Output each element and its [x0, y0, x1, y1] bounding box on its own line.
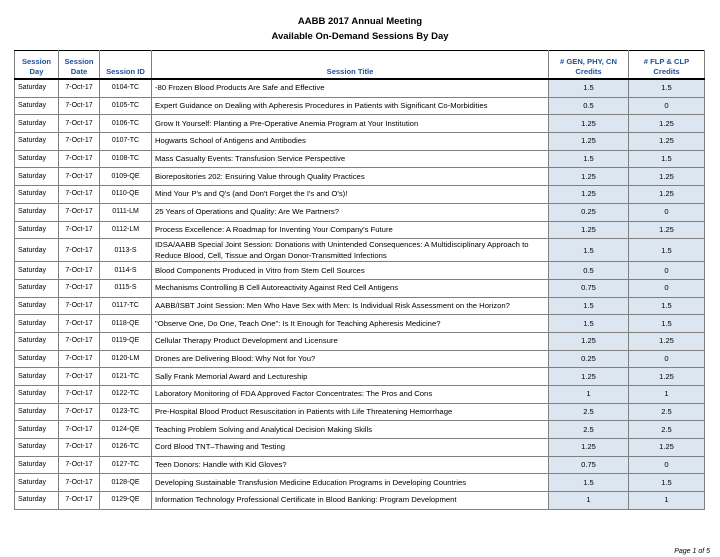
flp-credits-cell: 1.5 — [629, 474, 705, 492]
session-id-cell: 0117-TC — [100, 297, 152, 315]
header-gen-credits: # GEN, PHY, CN Credits — [549, 51, 629, 80]
session-title-cell: Pre-Hospital Blood Product Resuscitation in Patients with Life Threatening Hemorrhage — [152, 403, 549, 421]
session-date-cell: 7-Oct-17 — [59, 221, 100, 239]
session-date-cell: 7-Oct-17 — [59, 332, 100, 350]
gen-credits-cell: 0.75 — [549, 456, 629, 474]
session-day-cell: Saturday — [15, 492, 59, 510]
session-title-cell: "Observe One, Do One, Teach One": Is It Enough for Teaching Apheresis Medicine? — [152, 315, 549, 333]
table-row — [15, 439, 705, 457]
session-id-cell: 0124-QE — [100, 421, 152, 439]
session-title-cell: Teen Donors: Handle with Kid Gloves? — [152, 456, 549, 474]
table-row — [15, 279, 705, 297]
session-id-cell: 0119-QE — [100, 332, 152, 350]
session-id-cell: 0120-LM — [100, 350, 152, 368]
flp-credits-cell: 1.5 — [629, 79, 705, 97]
table-row — [15, 332, 705, 350]
gen-credits-cell: 0.25 — [549, 350, 629, 368]
gen-credits-cell: 1 — [549, 492, 629, 510]
session-title-cell: Mass Casualty Events: Transfusion Service Perspective — [152, 150, 549, 168]
session-date-cell: 7-Oct-17 — [59, 439, 100, 457]
session-date-cell: 7-Oct-17 — [59, 492, 100, 510]
gen-credits-cell: 2.5 — [549, 421, 629, 439]
table-header-row — [15, 51, 705, 80]
gen-credits-cell: 1.25 — [549, 115, 629, 133]
flp-credits-cell: 1 — [629, 386, 705, 404]
session-date-cell: 7-Oct-17 — [59, 474, 100, 492]
session-title-cell: Grow It Yourself: Planting a Pre-Operative Anemia Program at Your Institution — [152, 115, 549, 133]
session-title-cell: Drones are Delivering Blood: Why Not for You? — [152, 350, 549, 368]
session-date-cell: 7-Oct-17 — [59, 133, 100, 151]
session-id-cell: 0111-LM — [100, 203, 152, 221]
flp-credits-cell: 1.25 — [629, 168, 705, 186]
flp-credits-cell: 1.25 — [629, 368, 705, 386]
gen-credits-cell: 1.25 — [549, 368, 629, 386]
session-id-cell: 0113-S — [100, 239, 152, 262]
session-day-cell: Saturday — [15, 115, 59, 133]
session-title-cell: Laboratory Monitoring of FDA Approved Factor Concentrates: The Pros and Cons — [152, 386, 549, 404]
flp-credits-cell: 0 — [629, 203, 705, 221]
table-row — [15, 239, 705, 262]
session-day-cell: Saturday — [15, 386, 59, 404]
flp-credits-cell: 1.25 — [629, 221, 705, 239]
session-title-cell: -80 Frozen Blood Products Are Safe and Effective — [152, 79, 549, 97]
session-id-cell: 0121-TC — [100, 368, 152, 386]
flp-credits-cell: 1.5 — [629, 150, 705, 168]
session-title-cell: Information Technology Professional Certificate in Blood Banking: Program Development — [152, 492, 549, 510]
session-date-cell: 7-Oct-17 — [59, 239, 100, 262]
table-row — [15, 492, 705, 510]
table-row — [15, 133, 705, 151]
session-id-cell: 0129-QE — [100, 492, 152, 510]
gen-credits-cell: 1.5 — [549, 315, 629, 333]
session-date-cell: 7-Oct-17 — [59, 403, 100, 421]
gen-credits-cell: 0.25 — [549, 203, 629, 221]
session-date-cell: 7-Oct-17 — [59, 150, 100, 168]
gen-credits-cell: 1.25 — [549, 439, 629, 457]
gen-credits-cell: 0.5 — [549, 97, 629, 115]
session-title-cell: Mind Your P's and Q's (and Don't Forget the I's and O's)! — [152, 186, 549, 204]
session-title-cell: Process Excellence: A Roadmap for Inventing Your Company's Future — [152, 221, 549, 239]
session-date-cell: 7-Oct-17 — [59, 115, 100, 133]
page-subtitle: Available On-Demand Sessions By Day — [271, 31, 449, 42]
session-day-cell: Saturday — [15, 262, 59, 280]
header-flp-credits: # FLP & CLP Credits — [629, 51, 705, 80]
table-row — [15, 456, 705, 474]
session-id-cell: 0105-TC — [100, 97, 152, 115]
session-day-cell: Saturday — [15, 97, 59, 115]
flp-credits-cell: 0 — [629, 456, 705, 474]
flp-credits-cell: 1 — [629, 492, 705, 510]
flp-credits-cell: 0 — [629, 279, 705, 297]
session-title-cell: Hogwarts School of Antigens and Antibodies — [152, 133, 549, 151]
gen-credits-cell: 1.5 — [549, 150, 629, 168]
table-row — [15, 168, 705, 186]
session-date-cell: 7-Oct-17 — [59, 186, 100, 204]
session-day-cell: Saturday — [15, 439, 59, 457]
session-day-cell: Saturday — [15, 221, 59, 239]
session-date-cell: 7-Oct-17 — [59, 203, 100, 221]
session-day-cell: Saturday — [15, 350, 59, 368]
session-title-cell: Mechanisms Controlling B Cell Autoreactivity Against Red Cell Antigens — [152, 279, 549, 297]
table-row — [15, 186, 705, 204]
table-row — [15, 315, 705, 333]
session-title-cell: Blood Components Produced in Vitro from Stem Cell Sources — [152, 262, 549, 280]
session-date-cell: 7-Oct-17 — [59, 315, 100, 333]
session-day-cell: Saturday — [15, 79, 59, 97]
header-session-date: Session Date — [59, 51, 100, 80]
session-day-cell: Saturday — [15, 279, 59, 297]
header-session-id: Session ID — [100, 51, 152, 80]
gen-credits-cell: 0.5 — [549, 262, 629, 280]
session-id-cell: 0123-TC — [100, 403, 152, 421]
session-day-cell: Saturday — [15, 150, 59, 168]
gen-credits-cell: 1.5 — [549, 297, 629, 315]
table-row — [15, 203, 705, 221]
gen-credits-cell: 1.25 — [549, 186, 629, 204]
table-row — [15, 150, 705, 168]
session-day-cell: Saturday — [15, 456, 59, 474]
session-id-cell: 0122-TC — [100, 386, 152, 404]
session-date-cell: 7-Oct-17 — [59, 456, 100, 474]
session-id-cell: 0118-QE — [100, 315, 152, 333]
session-id-cell: 0107-TC — [100, 133, 152, 151]
session-day-cell: Saturday — [15, 421, 59, 439]
session-title-cell: Cellular Therapy Product Development and Licensure — [152, 332, 549, 350]
session-title-cell: AABB/ISBT Joint Session: Men Who Have Sex with Men: Is Individual Risk Assessment on the Horizon? — [152, 297, 549, 315]
header-session-day: Session Day — [15, 51, 59, 80]
table-row — [15, 350, 705, 368]
session-id-cell: 0109-QE — [100, 168, 152, 186]
session-id-cell: 0110-QE — [100, 186, 152, 204]
table-row — [15, 115, 705, 133]
table-row — [15, 297, 705, 315]
session-id-cell: 0114-S — [100, 262, 152, 280]
flp-credits-cell: 1.25 — [629, 186, 705, 204]
flp-credits-cell: 1.5 — [629, 315, 705, 333]
gen-credits-cell: 1.25 — [549, 168, 629, 186]
gen-credits-cell: 1.25 — [549, 133, 629, 151]
table-row — [15, 221, 705, 239]
session-title-cell: Cord Blood TNT–Thawing and Testing — [152, 439, 549, 457]
session-day-cell: Saturday — [15, 168, 59, 186]
session-title-cell: Sally Frank Memorial Award and Lectureship — [152, 368, 549, 386]
session-title-cell: Developing Sustainable Transfusion Medicine Education Programs in Developing Countries — [152, 474, 549, 492]
table-row — [15, 97, 705, 115]
table-row — [15, 421, 705, 439]
session-id-cell: 0127-TC — [100, 456, 152, 474]
gen-credits-cell: 0.75 — [549, 279, 629, 297]
session-id-cell: 0128-QE — [100, 474, 152, 492]
session-day-cell: Saturday — [15, 403, 59, 421]
table-row — [15, 386, 705, 404]
session-id-cell: 0126-TC — [100, 439, 152, 457]
session-date-cell: 7-Oct-17 — [59, 262, 100, 280]
session-date-cell: 7-Oct-17 — [59, 386, 100, 404]
session-id-cell: 0108-TC — [100, 150, 152, 168]
flp-credits-cell: 1.25 — [629, 133, 705, 151]
session-day-cell: Saturday — [15, 133, 59, 151]
flp-credits-cell: 0 — [629, 350, 705, 368]
session-day-cell: Saturday — [15, 474, 59, 492]
session-day-cell: Saturday — [15, 186, 59, 204]
session-day-cell: Saturday — [15, 297, 59, 315]
session-title-cell: Teaching Problem Solving and Analytical Decision Making Skills — [152, 421, 549, 439]
table-row — [15, 474, 705, 492]
session-date-cell: 7-Oct-17 — [59, 368, 100, 386]
session-date-cell: 7-Oct-17 — [59, 79, 100, 97]
session-id-cell: 0112-LM — [100, 221, 152, 239]
flp-credits-cell: 1.25 — [629, 439, 705, 457]
flp-credits-cell: 1.5 — [629, 297, 705, 315]
table-row — [15, 368, 705, 386]
session-title-cell: Biorepositories 202: Ensuring Value through Quality Practices — [152, 168, 549, 186]
session-day-cell: Saturday — [15, 332, 59, 350]
table-row — [15, 403, 705, 421]
flp-credits-cell: 0 — [629, 97, 705, 115]
session-id-cell: 0115-S — [100, 279, 152, 297]
flp-credits-cell: 1.25 — [629, 115, 705, 133]
session-date-cell: 7-Oct-17 — [59, 279, 100, 297]
flp-credits-cell: 1.5 — [629, 239, 705, 262]
table-body — [15, 79, 705, 509]
gen-credits-cell: 1.25 — [549, 221, 629, 239]
session-day-cell: Saturday — [15, 315, 59, 333]
session-day-cell: Saturday — [15, 239, 59, 262]
session-date-cell: 7-Oct-17 — [59, 97, 100, 115]
page-number: Page 1 of 5 — [674, 548, 710, 555]
session-date-cell: 7-Oct-17 — [59, 297, 100, 315]
session-date-cell: 7-Oct-17 — [59, 168, 100, 186]
session-date-cell: 7-Oct-17 — [59, 421, 100, 439]
table-row — [15, 79, 705, 97]
session-title-cell: IDSA/AABB Special Joint Session: Donations with Unintended Consequences: A Multidisciplinary Approach to Reduce Blood, Cell, Tissue and Organ Donor-Transmitted Infections — [152, 239, 549, 262]
flp-credits-cell: 1.25 — [629, 332, 705, 350]
gen-credits-cell: 2.5 — [549, 403, 629, 421]
table-row — [15, 262, 705, 280]
flp-credits-cell: 0 — [629, 262, 705, 280]
flp-credits-cell: 2.5 — [629, 421, 705, 439]
session-id-cell: 0104-TC — [100, 79, 152, 97]
session-title-cell: 25 Years of Operations and Quality: Are We Partners? — [152, 203, 549, 221]
header-session-title: Session Title — [152, 51, 549, 80]
session-day-cell: Saturday — [15, 368, 59, 386]
page-title: AABB 2017 Annual Meeting — [297, 16, 423, 27]
flp-credits-cell: 2.5 — [629, 403, 705, 421]
session-day-cell: Saturday — [15, 203, 59, 221]
gen-credits-cell: 1.25 — [549, 332, 629, 350]
session-title-cell: Expert Guidance on Dealing with Apheresis Procedures in Patients with Significant Co-Morbidities — [152, 97, 549, 115]
session-id-cell: 0106-TC — [100, 115, 152, 133]
gen-credits-cell: 1.5 — [549, 79, 629, 97]
session-date-cell: 7-Oct-17 — [59, 350, 100, 368]
sessions-table — [14, 50, 705, 510]
gen-credits-cell: 1 — [549, 386, 629, 404]
gen-credits-cell: 1.5 — [549, 474, 629, 492]
gen-credits-cell: 1.5 — [549, 239, 629, 262]
